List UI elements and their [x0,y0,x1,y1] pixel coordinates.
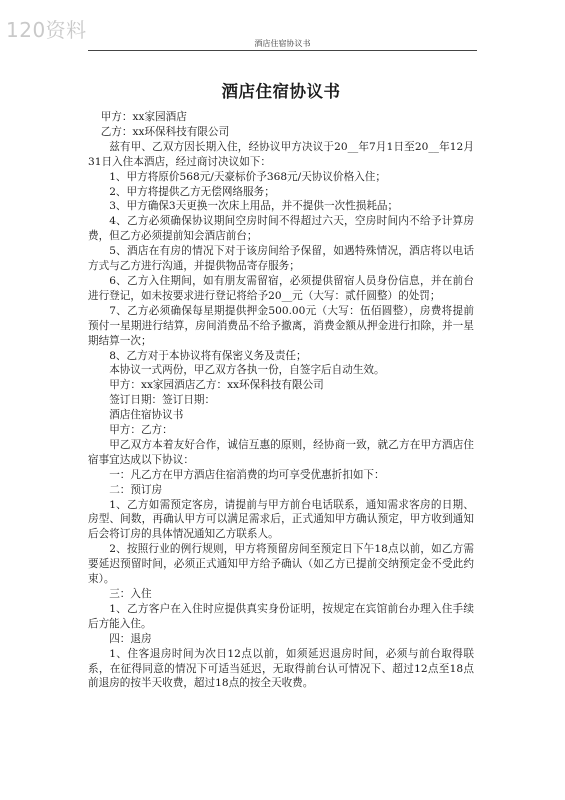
paragraph: 一：凡乙方在甲方酒店住宿消费的均可享受优惠折扣如下： [109,468,385,481]
header-divider [88,50,477,51]
paragraph: 2、按照行业的例行规则，甲方将预留房间至预定日下午18点以前，如乙方需要延迟预留时间，必须正式通知甲方给予确认（如乙方已提前交纳预定金不受此约束）。 [88,543,474,586]
paragraph: 6、乙方入住期间，如有朋友需留宿，必须提供留宿人员身份信息，并在前台进行登记，如未按要求进行登记将给予20__元（大写：贰仟圆整）的处罚； [88,274,474,302]
paragraph: 3、甲方确保3天更换一次床上用品，并不提供一次性损耗品； [109,200,399,213]
paragraph: 酒店住宿协议书 [109,409,184,422]
paragraph: 二：预订房 [109,483,163,496]
paragraph: 8、乙方对于本协议将有保密义务及责任； [109,349,307,362]
paragraph: 2、甲方将提供乙方无偿网络服务； [109,185,275,198]
running-header: 酒店住宿协议书 [254,39,311,48]
paragraph: 四：退房 [109,632,152,645]
paragraph: 本协议一式两份，甲乙双方各执一份，自签字后自动生效。 [109,364,385,377]
paragraph: 5、酒店在有房的情况下对于该房间给予保留，如遇特殊情况，酒店将以电话方式与乙方进行沟通，并提供物品寄存服务； [88,245,474,273]
paragraph: 三：入住 [109,588,152,600]
paragraph-list [88,110,474,691]
paragraph: 乙方：xx环保科技有限公司 [100,125,230,138]
paragraph: 签订日期：签订日期： [109,394,216,407]
paragraph: 甲乙双方本着友好合作，诚信互惠的原则，经协商一致，就乙方在甲方酒店住宿事宜达成以下协议： [88,438,474,466]
paragraph: 7、乙方必须确保每星期提供押金500.00元（大写：伍佰圆整），房费将提前预付一星期进行结算，房间消费品不给予撤离，消费金额从押金进行扣除，并一星期结算一次； [88,304,474,347]
watermark-logo: 120资料 [6,18,87,42]
paragraph: 甲方：xx家园酒店 [100,111,187,123]
document-title: 酒店住宿协议书 [221,82,341,101]
paragraph: 甲方：xx家园酒店乙方：xx环保科技有限公司 [109,379,324,392]
paragraph: 1、乙方如需预定客房，请提前与甲方前台电话联系，通知需求客房的日期、房型、间数，再确认甲方可以满足需求后，正式通知甲方确认预定，甲方收到通知后会将订房的具体情况通知乙方联系人。 [88,498,474,541]
document-body [88,68,474,691]
paragraph: 1、住客退房时间为次日12点以前，如须延迟退房时间，必须与前台取得联系，在征得同意的情况下可适当延迟，无取得前台认可情况下、超过12点至18点前退房的按半天收费，超过18点的按全天收费。 [88,647,474,690]
paragraph: 甲方：乙方： [109,424,173,437]
paragraph: 1、甲方将原价568元/天豪标价予368元/天协议价格入住； [109,170,386,183]
paragraph: 4、乙方必须确保协议期间空房时间不得超过六天，空房时间内不给予计算房费，但乙方必须提前知会酒店前台； [88,215,474,243]
paragraph: 1、乙方客户在入住时应提供真实身份证明，按规定在宾馆前台办理入住手续后方能入住。 [88,602,474,630]
paragraph: 兹有甲、乙双方因长期入住，经协议甲方决议于20__年7月1日至20__年12月31日入住本酒店，经过商讨决议如下： [88,140,474,168]
